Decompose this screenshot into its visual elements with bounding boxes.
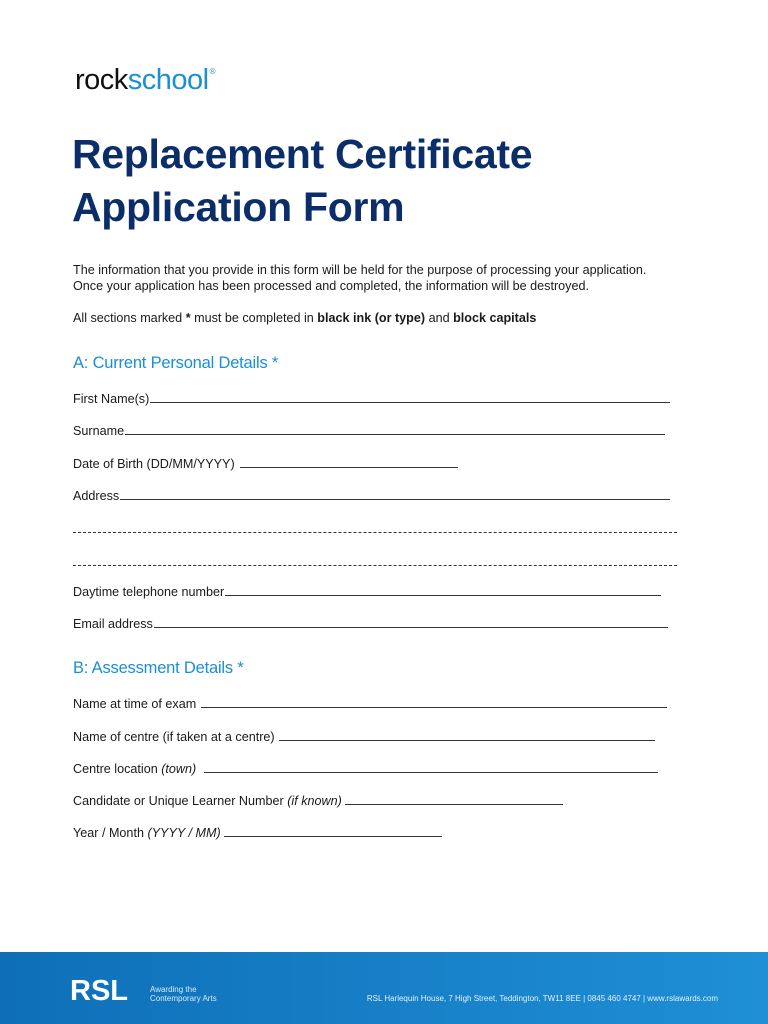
note-and: and — [425, 311, 454, 325]
logo-school-text: school — [127, 64, 209, 96]
address-field[interactable] — [73, 488, 670, 504]
phone-line[interactable] — [225, 584, 661, 596]
address-label: Address — [73, 489, 120, 503]
email-label: Email address — [73, 617, 153, 631]
rsl-tagline — [150, 985, 217, 1003]
year-month-label — [73, 826, 221, 840]
year-month-line[interactable] — [224, 825, 442, 837]
completion-note — [73, 310, 536, 326]
address-line-1[interactable] — [120, 488, 670, 500]
name-at-exam-label: Name at time of exam — [73, 697, 197, 711]
note-prefix: All sections marked — [73, 311, 186, 325]
first-name-label: First Name(s) — [73, 392, 150, 406]
tagline-line-1: Awarding the — [150, 985, 197, 994]
candidate-number-text: Candidate or Unique Learner Number — [73, 794, 288, 808]
candidate-number-hint: (if known) — [287, 794, 342, 808]
footer-address: RSL Harlequin House, 7 High Street, Teddington, TW11 8EE | 0845 460 4747 | www.rslawards.com — [366, 994, 718, 1003]
candidate-number-line[interactable] — [345, 793, 563, 805]
note-middle: must be completed in — [190, 311, 318, 325]
centre-location-text: Centre location — [73, 762, 162, 776]
centre-location-line[interactable] — [204, 761, 658, 773]
address-line-2[interactable] — [73, 532, 677, 534]
email-line[interactable] — [154, 616, 668, 628]
address-line-3[interactable] — [73, 565, 677, 567]
section-a-heading: A: Current Personal Details * — [73, 354, 279, 372]
rockschool-logo — [75, 66, 215, 95]
centre-location-field[interactable] — [73, 761, 658, 777]
logo-rock-text: rock — [75, 64, 128, 96]
note-star: * — [185, 311, 191, 325]
year-month-field[interactable] — [73, 825, 442, 841]
name-at-exam-field[interactable] — [73, 696, 667, 712]
phone-label: Daytime telephone number — [73, 585, 225, 599]
registered-mark: ® — [209, 67, 216, 76]
note-block-capitals: block capitals — [453, 311, 537, 325]
year-month-hint: (YYYY / MM) — [147, 826, 221, 840]
rsl-logo-text: RSL — [70, 975, 128, 1004]
year-month-text: Year / Month — [73, 826, 148, 840]
title-line-2: Application Form — [72, 184, 405, 230]
phone-field[interactable] — [73, 584, 661, 600]
first-name-line[interactable] — [150, 391, 670, 403]
centre-location-label — [73, 762, 196, 776]
note-black-ink: black ink (or type) — [317, 311, 426, 325]
title-line-1: Replacement Certificate — [72, 131, 533, 177]
first-name-field[interactable] — [73, 391, 670, 407]
intro-line-2: Once your application has been processed and completed, the information will be destroyed. — [73, 279, 589, 293]
footer-band — [0, 952, 768, 1024]
tagline-line-2: Contemporary Arts — [150, 994, 217, 1003]
name-at-exam-line[interactable] — [201, 696, 667, 708]
dob-line[interactable] — [240, 456, 458, 468]
rsl-logo — [70, 974, 150, 1004]
page-title — [72, 128, 532, 234]
candidate-number-field[interactable] — [73, 793, 563, 809]
section-b-heading: B: Assessment Details * — [73, 659, 244, 677]
centre-name-line[interactable] — [279, 729, 655, 741]
surname-line[interactable] — [125, 423, 665, 435]
centre-name-field[interactable] — [73, 729, 655, 745]
centre-name-label: Name of centre (if taken at a centre) — [73, 730, 275, 744]
centre-location-hint: (town) — [161, 762, 197, 776]
intro-line-1: The information that you provide in this form will be held for the purpose of processing your application. — [73, 263, 647, 277]
surname-label: Surname — [73, 424, 125, 438]
dob-label: Date of Birth (DD/MM/YYYY) — [73, 457, 235, 471]
email-field[interactable] — [73, 616, 668, 632]
surname-field[interactable] — [73, 423, 665, 439]
intro-text — [73, 262, 713, 294]
candidate-number-label — [73, 794, 342, 808]
dob-field[interactable] — [73, 456, 458, 472]
